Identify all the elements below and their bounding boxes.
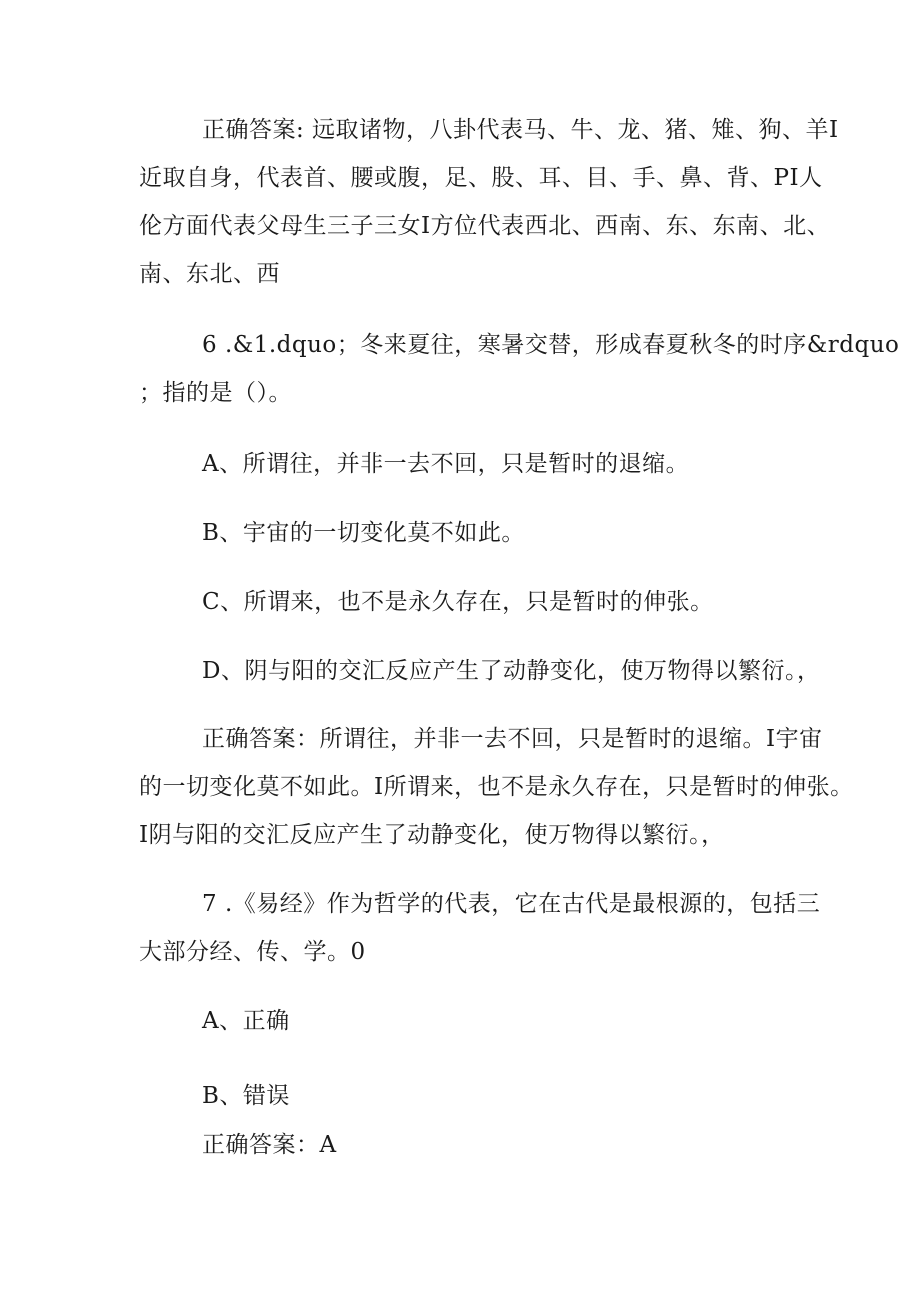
option-6d: D、阴与阳的交汇反应产生了动静变化，使万物得以繁衍。，: [202, 658, 821, 684]
answer-6-line-1: 正确答案：所谓往，并非一去不回，只是暂时的退缩。I宇宙: [202, 726, 823, 752]
question-6-line-1: 6 .&1.dquo；冬来夏往，寒暑交替，形成春夏秋冬的时序&rdquo: [202, 332, 900, 358]
option-7b: B、错误: [202, 1083, 290, 1109]
answer-5-line-1: 正确答案: 远取诸物，八卦代表马、牛、龙、猪、雉、狗、羊I: [202, 117, 839, 143]
option-6c: C、所谓来，也不是永久存在，只是暂时的伸张。: [202, 589, 714, 615]
answer-6-line-2: 的一切变化莫不如此。I所谓来，也不是永久存在，只是暂时的伸张。: [139, 774, 854, 800]
option-7a: A、正确: [202, 1008, 290, 1034]
question-6-line-2: ；指的是（）。: [139, 380, 292, 406]
question-7-line-1: 7 .《易经》作为哲学的代表，它在古代是最根源的，包括三: [202, 891, 821, 917]
question-7-line-2: 大部分经、传、学。0: [139, 939, 366, 965]
answer-5-line-3: 伦方面代表父母生三子三女I方位代表西北、西南、东、东南、北、: [139, 213, 831, 239]
option-6b: B、宇宙的一切变化莫不如此。: [202, 520, 525, 546]
answer-5-line-4: 南、东北、西: [139, 261, 280, 287]
answer-6-line-3: I阴与阳的交汇反应产生了动静变化，使万物得以繁衍。，: [139, 822, 725, 848]
answer-5-line-2: 近取自身，代表首、腰或腹，足、股、耳、目、手、鼻、背、PI人: [139, 165, 823, 191]
answer-7: 正确答案：A: [202, 1132, 337, 1158]
option-6a: A、所谓往，并非一去不回，只是暂时的退缩。: [202, 451, 690, 477]
